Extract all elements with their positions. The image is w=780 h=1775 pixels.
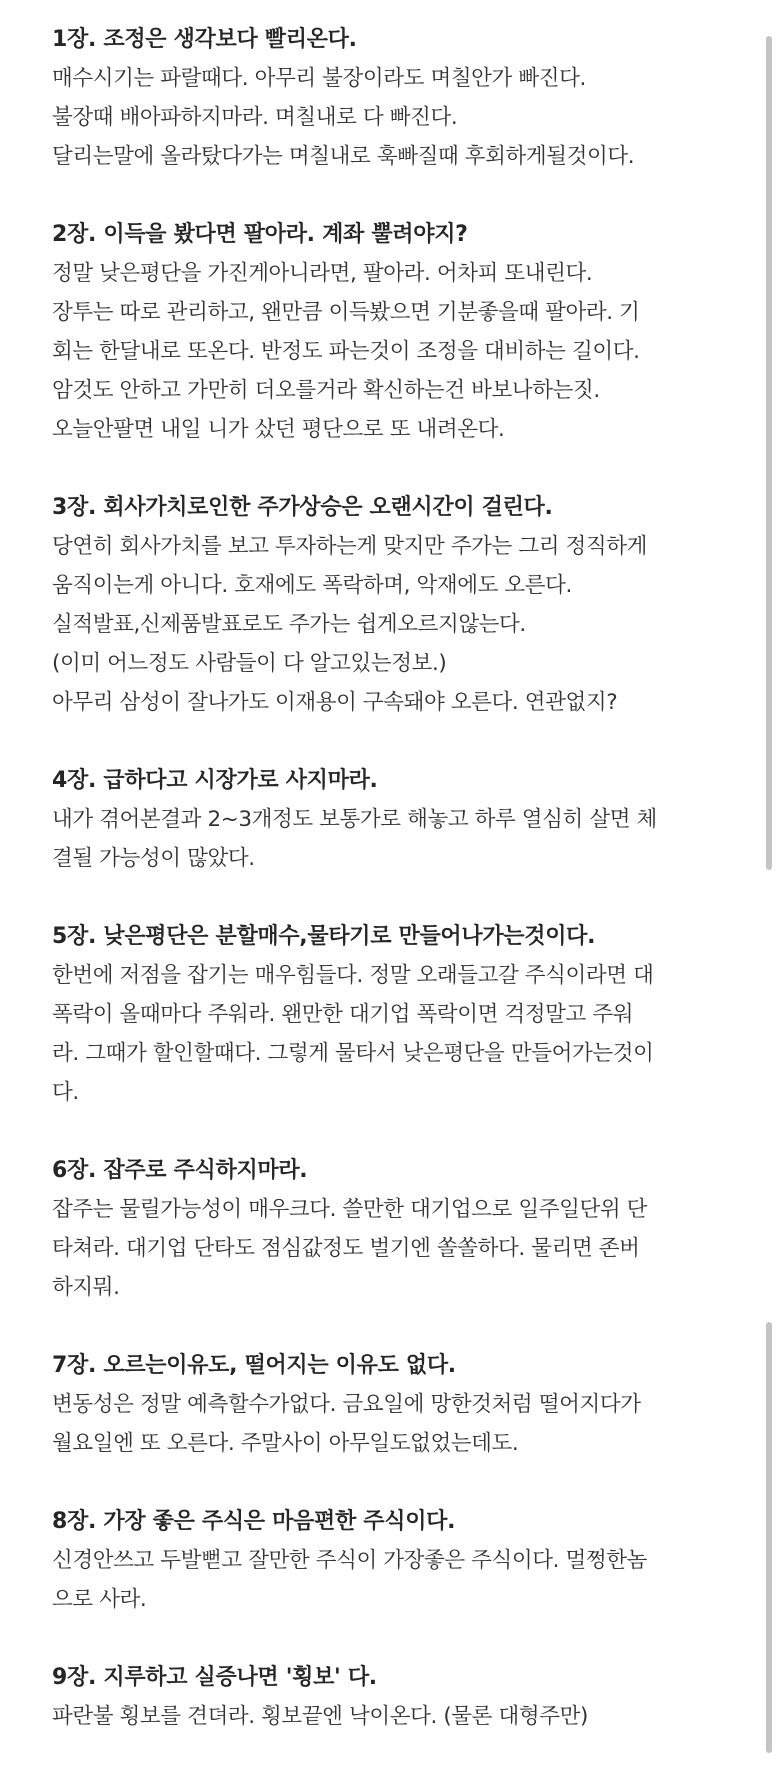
section-5 xyxy=(52,917,742,1112)
section-line: 파란불 횡보를 견뎌라. 횡보끝엔 낙이온다. (물론 대형주만) xyxy=(52,1704,588,1729)
section-line: 실적발표,신제품발표로도 주가는 쉽게오르지않는다. xyxy=(52,612,526,637)
section-6 xyxy=(52,1151,742,1307)
section-line: 오늘안팔면 내일 니가 샀던 평단으로 또 내려온다. xyxy=(52,417,505,442)
section-line: 정말 낮은평단을 가진게아니라면, 팔아라. 어차피 또내린다. xyxy=(52,261,593,286)
section-7 xyxy=(52,1346,742,1463)
scrollbar-thumb[interactable] xyxy=(766,36,772,870)
section-line: 한번에 저점을 잡기는 매우힘들다. 정말 오래들고갈 주식이라면 대 xyxy=(52,963,654,988)
scrollbar-thumb[interactable] xyxy=(766,1322,772,1753)
section-title: 8장. 가장 좋은 주식은 마음편한 주식이다. xyxy=(52,1509,456,1534)
section-line: 아무리 삼성이 잘나가도 이재용이 구속돼야 오른다. 연관없지? xyxy=(52,690,618,715)
section-line: 라. 그때가 할인할때다. 그렇게 물타서 낮은평단을 만들어가는것이 xyxy=(52,1041,654,1066)
section-line: 움직이는게 아니다. 호재에도 폭락하며, 악재에도 오른다. xyxy=(52,573,572,598)
article-body xyxy=(52,20,742,1775)
section-line: 달리는말에 올라탔다가는 며칠내로 훅빠질때 후회하게될것이다. xyxy=(52,144,635,169)
section-line: 암것도 안하고 가만히 더오를거라 확신하는건 바보나하는짓. xyxy=(52,378,600,403)
section-line: 회는 한달내로 또온다. 반정도 파는것이 조정을 대비하는 길이다. xyxy=(52,339,640,364)
section-line: 다. xyxy=(52,1080,79,1105)
section-line: 결될 가능성이 많았다. xyxy=(52,846,255,871)
section-line: 불장때 배아파하지마라. 며칠내로 다 빠진다. xyxy=(52,105,458,130)
section-3 xyxy=(52,488,742,722)
section-title: 9장. 지루하고 실증나면 '횡보' 다. xyxy=(52,1665,377,1690)
section-title: 5장. 낮은평단은 분할매수,물타기로 만들어나가는것이다. xyxy=(52,924,596,949)
section-title: 3장. 회사가치로인한 주가상승은 오랜시간이 걸린다. xyxy=(52,495,553,520)
section-title: 2장. 이득을 봤다면 팔아라. 계좌 뿔려야지? xyxy=(52,222,468,247)
section-title: 4장. 급하다고 시장가로 사지마라. xyxy=(52,768,378,793)
section-line: 매수시기는 파랄때다. 아무리 불장이라도 며칠안가 빠진다. xyxy=(52,66,586,91)
section-9 xyxy=(52,1658,742,1736)
section-line: 타쳐라. 대기업 단타도 점심값정도 벌기엔 쏠쏠하다. 물리면 존버 xyxy=(52,1236,640,1261)
section-1 xyxy=(52,20,742,176)
section-8 xyxy=(52,1502,742,1619)
section-line: 신경안쓰고 두발뻗고 잘만한 주식이 가장좋은 주식이다. 멀쩡한놈 xyxy=(52,1548,648,1573)
section-line: 내가 겪어본결과 2~3개정도 보통가로 해놓고 하루 열심히 살면 체 xyxy=(52,807,657,832)
section-line: 폭락이 올때마다 주워라. 왠만한 대기업 폭락이면 걱정말고 주워 xyxy=(52,1002,634,1027)
section-line: 월요일엔 또 오른다. 주말사이 아무일도없었는데도. xyxy=(52,1431,519,1456)
section-title: 6장. 잡주로 주식하지마라. xyxy=(52,1158,308,1183)
section-line: 잡주는 물릴가능성이 매우크다. 쓸만한 대기업으로 일주일단위 단 xyxy=(52,1197,648,1222)
section-line: 당연히 회사가치를 보고 투자하는게 맞지만 주가는 그리 정직하게 xyxy=(52,534,648,559)
section-line: (이미 어느정도 사람들이 다 알고있는정보.) xyxy=(52,651,447,676)
section-line: 하지뭐. xyxy=(52,1275,120,1300)
section-2 xyxy=(52,215,742,449)
section-line: 장투는 따로 관리하고, 왠만큼 이득봤으면 기분좋을때 팔아라. 기 xyxy=(52,300,640,325)
section-line: 변동성은 정말 예측할수가없다. 금요일에 망한것처럼 떨어지다가 xyxy=(52,1392,641,1417)
section-4 xyxy=(52,761,742,878)
section-line: 으로 사라. xyxy=(52,1587,147,1612)
section-title: 7장. 오르는이유도, 떨어지는 이유도 없다. xyxy=(52,1353,456,1378)
section-title: 1장. 조정은 생각보다 빨리온다. xyxy=(52,27,357,52)
